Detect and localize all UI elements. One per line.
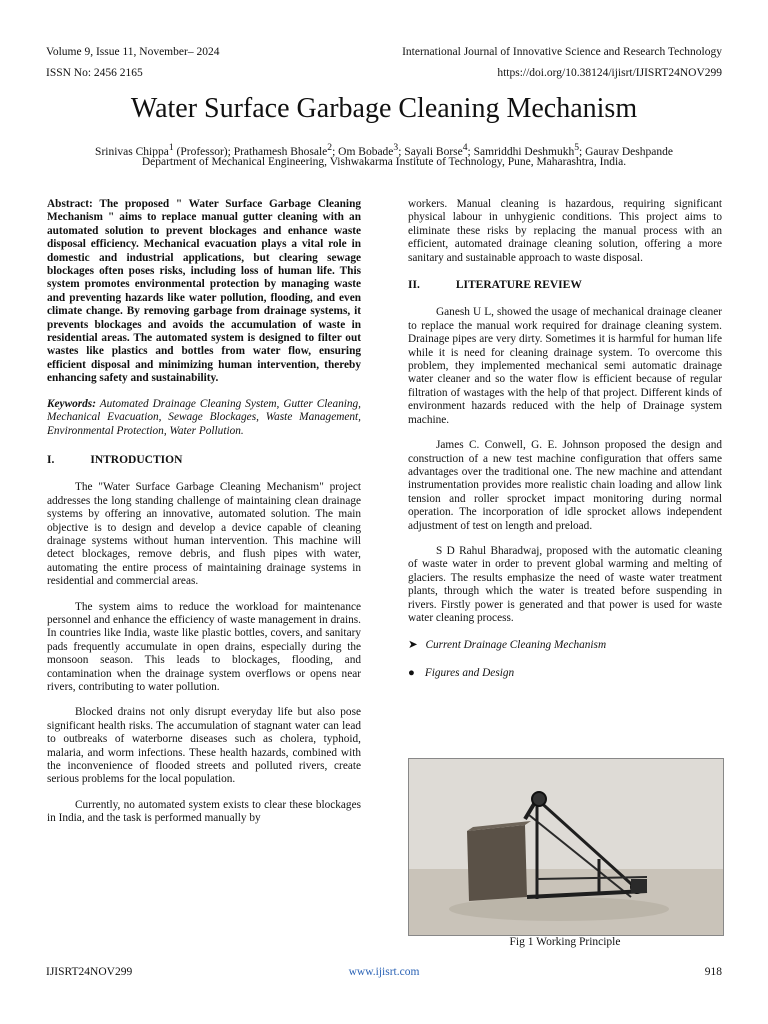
paragraph: James C. Conwell, G. E. Johnson proposed the design and construction of a new test machine configuration that offers same advantages over the traditional one. The new machine and attendant instrumentation provides more realistic chain loading and allow link tension and roller sprocket impact monitoring during normal operation. The incorporation of idle sprocket allows independent adjustment of test on length and preload. (408, 439, 722, 532)
section-heading-literature-review: II. LITERATURE REVIEW (408, 279, 582, 292)
footer-page-number: 918 (704, 966, 722, 978)
subsection-current-mechanism: ➤ Current Drainage Cleaning Mechanism (408, 639, 607, 652)
author: Sayali Borse$^4$; (404, 142, 474, 158)
subsection-figures-design: ● Figures and Design (408, 666, 515, 679)
author: Gaurav Deshpande (585, 145, 673, 158)
abstract-label: Abstract: (47, 198, 93, 210)
author: Srinivas Chippa$^1$ (Professor); (95, 142, 234, 158)
left-column (47, 198, 361, 826)
abstract (47, 198, 361, 386)
abstract-text: The proposed " Water Surface Garbage Cleaning Mechanism " aims to replace manual gutter cleaning with an automated solution to prevent blockages and enhance waste disposal efficiency. Mechanical evacuation plays a vital role in domestic and industrial applications, but clearing sewage blockages often poses risks, including loss of human life. This system promotes environmental protection by managing waste and preventing hazards like water pollution, flooding, and even climate change. By removing garbage from drainage systems, it prevents blockages and avoids the accumulation of waste in residential areas. The automated system is designed to filter out wastes like plastics and bottles from water flow, ensuring efficient disposal and minimizing human intervention, thereby enhancing safety and sustainability. (47, 198, 362, 385)
right-column (408, 198, 722, 680)
department-affiliation: Department of Mechanical Engineering, Vishwakarma Institute of Technology, Pune, Maharashtra, India. (141, 156, 627, 168)
figure-caption: Fig 1 Working Principle (509, 936, 621, 948)
paragraph: Currently, no automated system exists to clear these blockages in India, and the task is performed manually by (47, 798, 361, 825)
keywords-label: Keywords: (47, 397, 96, 410)
paragraph: S D Rahul Bharadwaj, proposed with the automatic cleaning of waste water in order to prevent global warming and melting of glaciers. The results emphasize the need of waste water treatment plants, through which the water is treated before suspending in rivers. Firstly power is generated and that power is used for waste water cleaning process. (408, 544, 722, 624)
arrow-bullet-icon: ➤ (408, 639, 418, 652)
keywords-text: Automated Drainage Cleaning System, Gutter Cleaning, Mechanical Evacuation, Sewage Blockages, Waste Management, Environmental Protection, Water Pollution. (47, 397, 361, 437)
header-doi[interactable]: https://doi.org/10.38124/ijisrt/IJISRT24NOV299 (497, 67, 722, 79)
footer-paper-id: IJISRT24NOV299 (46, 966, 133, 978)
dot-bullet-icon: ● (408, 666, 415, 679)
figure-photo (408, 758, 724, 936)
author: Samriddhi Deshmukh$^5$; (473, 142, 586, 158)
author: Om Bobade$^3$; (338, 142, 405, 158)
paragraph: The "Water Surface Garbage Cleaning Mechanism" project addresses the long standing challenge of maintaining clean drainage systems by offering an innovative, automated solution. The main objective is to design and develop a device capable of cleaning drainage systems without human intervention. This machine will detect blockages, remove debris, and flush pipes with water, automating the entire process of maintaining drainage systems in residential and commercial areas. (47, 481, 361, 588)
author: Prathamesh Bhosale$^2$; (233, 142, 339, 158)
section-heading-introduction: I. INTRODUCTION (47, 453, 183, 466)
paragraph: Ganesh U L, showed the usage of mechanical drainage cleaner to replace the manual work required for drainage cleaning system. Drainage pipes are very dirty. Sometimes it is harmful for human life while it is need for cleaning drainage system. To overcome this problem, they implemented mechanical semi automatic drainage water cleaner and so the water flow is efficient because of regular filtration of wastages with the help of that project. Different kinds of environment hazards reduced with the help of Drainage system machine. (408, 306, 722, 426)
footer-website-link[interactable]: www.ijisrt.com (348, 966, 420, 978)
paragraph: Blocked drains not only disrupt everyday life but also pose significant health risks. The accumulation of stagnant water can lead to outbreaks of waterborne diseases such as cholera, typhoid, malaria, and worm infections. These health hazards, combined with the inconvenience of flooded streets and polluted rivers, create serious problems for the local population. (47, 706, 361, 786)
keywords (47, 398, 361, 438)
mechanism-illustration (409, 759, 723, 935)
header-issn: ISSN No: 2456 2165 (46, 67, 143, 79)
header-journal: International Journal of Innovative Science and Research Technology (402, 46, 722, 58)
header-volume: Volume 9, Issue 11, November– 2024 (46, 46, 220, 58)
paragraph: The system aims to reduce the workload for maintenance personnel and enhance the efficiency of waste management in drains. In countries like India, waste like plastic bottles, covers, and sanitary pads frequently accumulate in open drains, especially during the monsoon season. This leads to blockages, flooding, and contamination when the drainage system overflows or opens near rivers, contributing to water pollution. (47, 600, 361, 693)
paragraph: workers. Manual cleaning is hazardous, requiring significant physical labour in unhygienic conditions. This project aims to eliminate these risks by replacing the manual process with an efficient, automated drainage cleaning solution, offering a more sanitary and sustainable approach to waste disposal. (408, 198, 722, 264)
paper-title: Water Surface Garbage Cleaning Mechanism (130, 93, 638, 124)
